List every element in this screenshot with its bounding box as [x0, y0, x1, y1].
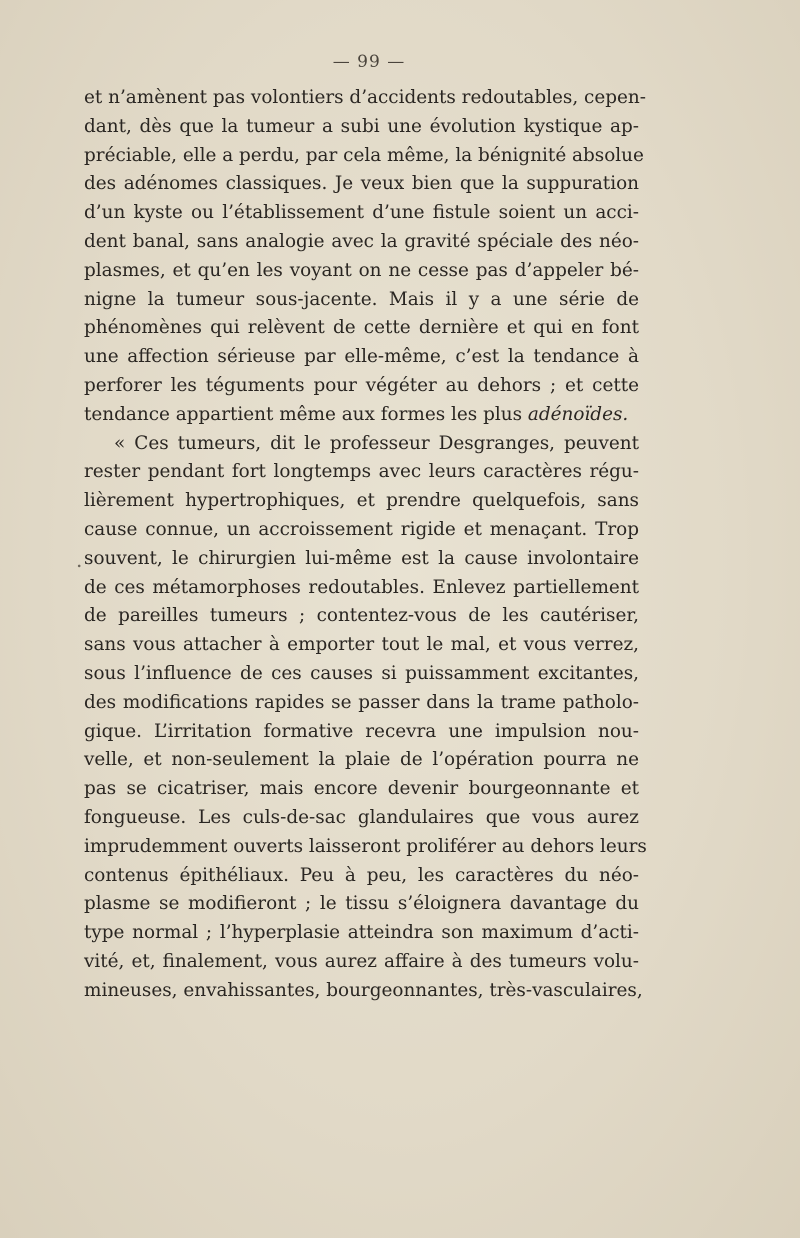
text-line: rester pendant fort longtemps avec leurs caractères régu-: [84, 461, 639, 483]
text-line: sous l’influence de ces causes si puissamment excitantes,: [84, 662, 639, 684]
text-line: souvent, le chirurgien lui-même est la cause involontaire: [84, 547, 639, 569]
text-line: lièrement hypertrophiques, et prendre quelquefois, sans: [84, 490, 639, 512]
paragraph-start-line: « Ces tumeurs, dit le professeur Desgranges, peuvent: [114, 432, 639, 454]
text-line: velle, et non-seulement la plaie de l’opération pourra ne: [84, 749, 639, 771]
text-line: sans vous attacher à emporter tout le mal, et vous verrez,: [84, 634, 639, 656]
text-line: et n’amènent pas volontiers d’accidents redoutables, cepen-: [84, 87, 646, 108]
page-number: — 99 —: [332, 52, 406, 72]
text-line: fongueuse. Les culs-de-sac glandulaires que vous aurez: [84, 806, 639, 828]
text-line: d’un kyste ou l’établissement d’une fistule soient un acci-: [84, 202, 639, 224]
text-line: plasmes, et qu’en les voyant on ne cesse pas d’appeler bé-: [84, 259, 639, 281]
text-line-start: tendance appartient même aux formes les plus: [84, 403, 523, 425]
text-line: de pareilles tumeurs ; contentez-vous de les cautériser,: [84, 605, 639, 627]
text-line: pas se cicatriser, mais encore devenir bourgeonnante et: [84, 778, 639, 800]
text-line: une affection sérieuse par elle-même, c’est la tendance à: [84, 346, 639, 368]
text-line: préciable, elle a perdu, par cela même, la bénignité absolue: [84, 144, 644, 166]
text-line: mineuses, envahissantes, bourgeonnantes, très-vasculaires,: [84, 979, 643, 1001]
text-line: des adénomes classiques. Je veux bien que la suppuration: [84, 173, 639, 195]
italic-word: adénoïdes.: [527, 403, 629, 425]
text-line: plasme se modifieront ; le tissu s’éloignera davantage du: [84, 893, 639, 915]
text-line: contenus épithéliaux. Peu à peu, les caractères du néo-: [84, 864, 639, 886]
text-line: dent banal, sans analogie avec la gravité spéciale des néo-: [84, 230, 639, 252]
body-text: [84, 84, 647, 1006]
text-line: cause connue, un accroissement rigide et menaçant. Trop: [84, 518, 639, 540]
text-line: de ces métamorphoses redoutables. Enlevez partiellement: [84, 576, 639, 598]
text-line: nigne la tumeur sous-jacente. Mais il y a une série de: [84, 288, 639, 310]
text-line: vité, et, finalement, vous aurez affaire à des tumeurs volu-: [84, 950, 639, 972]
text-line: perforer les téguments pour végéter au dehors ; et cette: [84, 374, 639, 396]
text-line: type normal ; l’hyperplasie atteindra son maximum d’acti-: [84, 922, 639, 944]
text-line: gique. L’irritation formative recevra une impulsion nou-: [84, 720, 639, 742]
text-line-with-italic: [84, 401, 639, 430]
text-line: phénomènes qui relèvent de cette dernière et qui en font: [84, 317, 639, 339]
margin-mark: .: [76, 548, 83, 572]
text-line: imprudemment ouverts laisseront proliférer au dehors leurs: [84, 835, 647, 857]
text-line: dant, dès que la tumeur a subi une évolution kystique ap-: [84, 115, 639, 137]
text-line: des modifications rapides se passer dans la trame patholo-: [84, 691, 639, 713]
